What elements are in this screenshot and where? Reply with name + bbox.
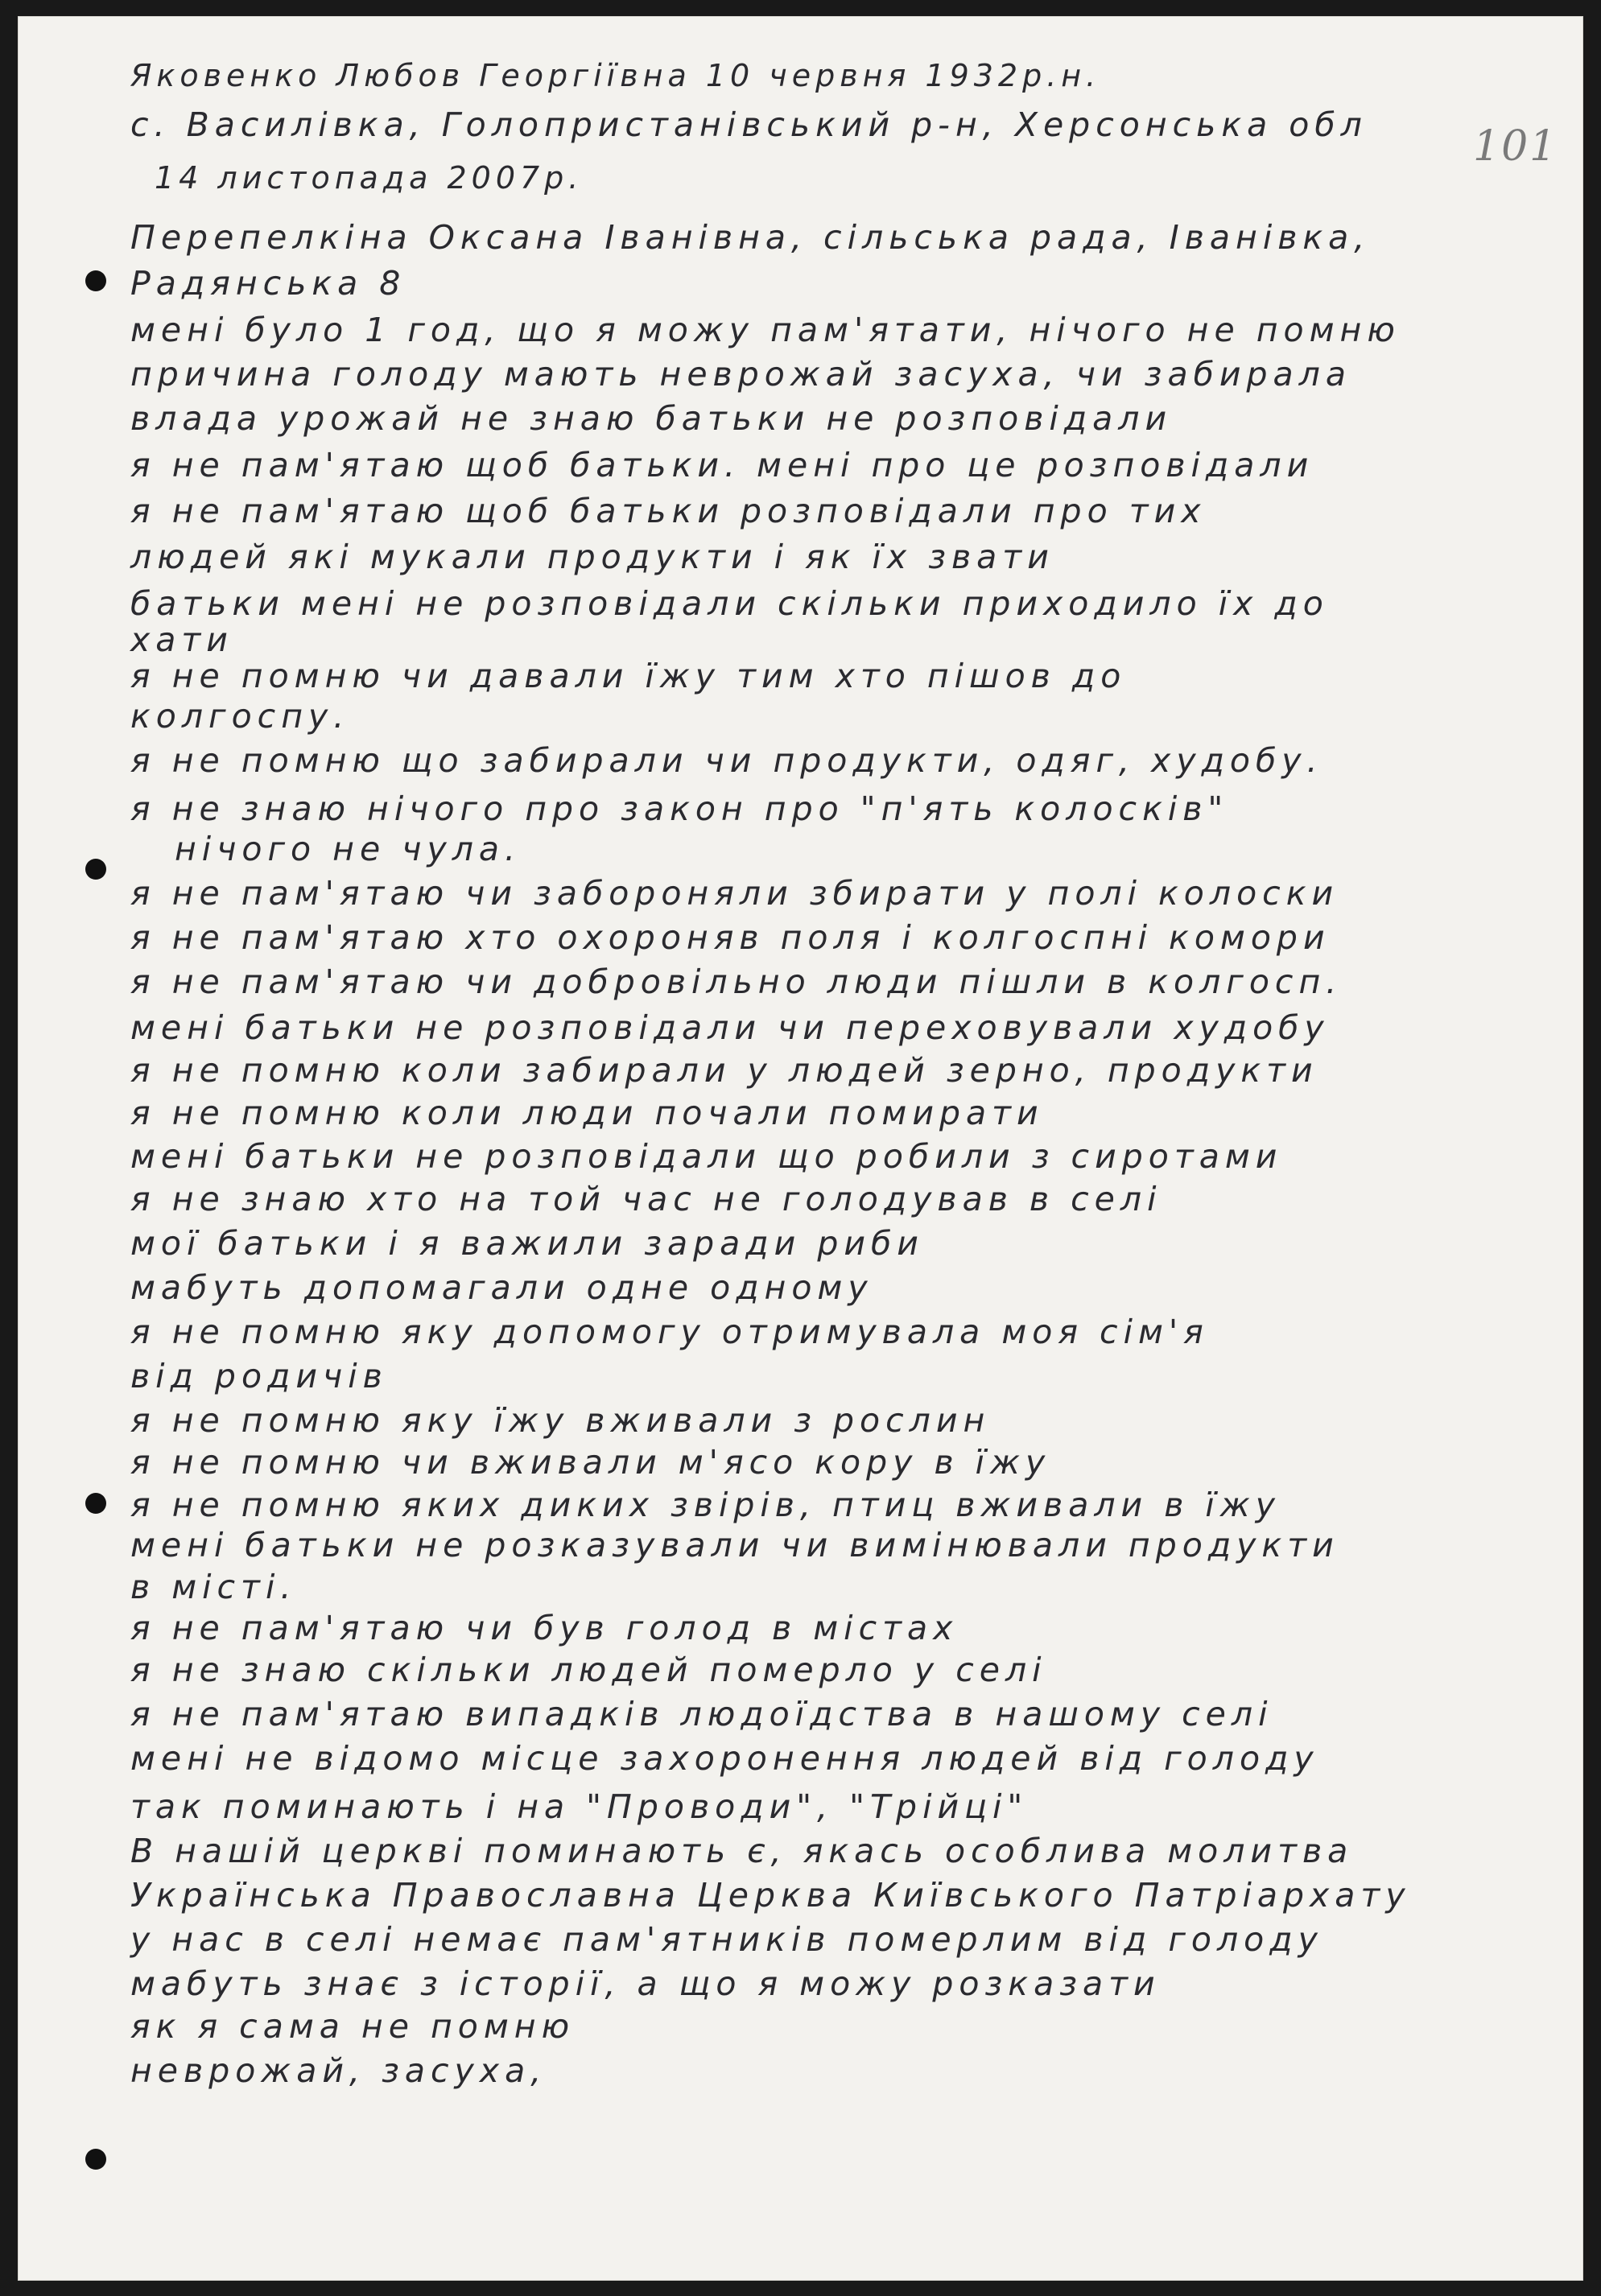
testimony-line: я не помню коли забирали у людей зерно, продукти (130, 1051, 1318, 1090)
testimony-line: так поминають і на "Проводи", "Трійці" (130, 1787, 1029, 1826)
testimony-line: я не пам'ятаю чи забороняли збирати у полі колоски (130, 874, 1339, 913)
testimony-line: я не помню яких диких звірів, птиц вживали в їжу (130, 1486, 1281, 1524)
testimony-line: я не знаю скільки людей померло у селі (130, 1651, 1047, 1689)
testimony-line: неврожай, засуха, (130, 2051, 547, 2090)
testimony-line: від родичів (130, 1357, 388, 1395)
testimony-line: у нас в селі немає пам'ятників померлим від голоду (130, 1920, 1323, 1959)
testimony-line: мені не відомо місце захоронення людей від голоду (130, 1739, 1319, 1778)
testimony-line: я не знаю хто на той час не голодував в селі (130, 1180, 1162, 1218)
testimony-line: я не пам'ятаю випадків людоїдства в нашому селі (130, 1695, 1273, 1733)
testimony-line: в місті. (130, 1568, 297, 1606)
testimony-line: я не пам'ятаю чи був голод в містах (130, 1609, 959, 1647)
testimony-line: як я сама не помню (130, 2007, 576, 2046)
testimony-line: я не помню коли люди почали помирати (130, 1094, 1044, 1132)
header-line: Яковенко Любов Георгіївна 10 червня 1932р.н. (130, 58, 1101, 93)
testimony-line: мабуть допомагали одне одному (130, 1268, 873, 1307)
testimony-line: колгоспу. (130, 697, 350, 736)
testimony-line: я не пам'ятаю хто охороняв поля і колгоспні комори (130, 918, 1331, 957)
testimony-line: я не пам'ятаю щоб батьки розповідали про тих (130, 492, 1207, 530)
testimony-line: мені батьки не розказували чи вимінювали продукти (130, 1526, 1339, 1564)
testimony-line: хати (130, 620, 233, 659)
header-line: 14 листопада 2007р. (155, 160, 584, 196)
testimony-line: мені батьки не розповідали чи переховували худобу (130, 1008, 1330, 1047)
interviewer-line: Перепелкіна Оксана Іванівна, сільська рада, Іванівка, (130, 218, 1371, 257)
testimony-line: я не пам'ятаю чи добровільно люди пішли в колгосп. (130, 963, 1343, 1001)
testimony-line: мені батьки не розповідали що робили з сиротами (130, 1137, 1283, 1176)
testimony-line: я не помню що забирали чи продукти, одяг, худобу. (130, 741, 1323, 780)
address-line: Радянська 8 (130, 264, 406, 303)
testimony-line: я не знаю нічого про закон про "п'ять колосків" (130, 789, 1229, 828)
handwritten-page (18, 16, 1583, 2281)
testimony-text (18, 16, 1583, 2281)
testimony-line: батьки мені не розповідали скільки приходило їх до (130, 584, 1329, 623)
testimony-line: Українська Православна Церква Київського Патріархату (130, 1876, 1411, 1915)
header-line: с. Василівка, Голопристанівський р-н, Херсонська обл (130, 105, 1368, 144)
archive-page-number: 101 (1473, 122, 1558, 171)
testimony-line: причина голоду мають неврожай засуха, чи забирала (130, 355, 1351, 394)
testimony-line: я не помню яку допомогу отримувала моя сім'я (130, 1313, 1209, 1351)
testimony-line: я не помню яку їжу вживали з рослин (130, 1401, 991, 1440)
testimony-line: я не помню чи вживали м'ясо кору в їжу (130, 1443, 1051, 1482)
testimony-line: я не пам'ятаю щоб батьки. мені про це розповідали (130, 446, 1314, 484)
testimony-line: мабуть знає з історії, а що я можу розказати (130, 1964, 1161, 2003)
testimony-line: нічого не чула. (175, 830, 522, 868)
testimony-line: мої батьки і я важили заради риби (130, 1224, 924, 1263)
testimony-line: я не помню чи давали їжу тим хто пішов до (130, 657, 1127, 695)
testimony-line: В нашій церкві поминають є, якась особлива молитва (130, 1832, 1354, 1870)
testimony-line: влада урожай не знаю батьки не розповідали (130, 399, 1173, 438)
testimony-line: людей які мукали продукти і як їх звати (130, 538, 1054, 576)
testimony-line: мені було 1 год, що я можу пам'ятати, нічого не помню (130, 311, 1401, 349)
